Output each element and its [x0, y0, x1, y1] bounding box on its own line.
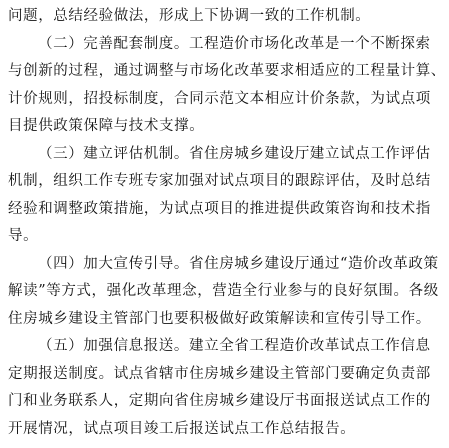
text-line: （二）完善配套制度。工程造价市场化改革是一个不断探索 — [38, 35, 431, 52]
text-line: 问题，总结经验做法，形成上下协调一致的工作机制。 — [8, 8, 371, 24]
paragraph-1 — [8, 3, 449, 31]
paragraph-3 — [8, 141, 449, 251]
paragraph-2 — [8, 31, 449, 141]
paragraph-5 — [8, 333, 449, 443]
text-line: （四）加大宣传引导。省住房城乡建设厅通过“造价改革政策 — [38, 255, 439, 272]
text-line: 门和业务联系人，定期向省住房城乡建设厅书面报送试点工作的 — [8, 393, 431, 409]
text-line: 机制，组织工作专班专家加强对试点项目的跟踪评估，及时总结 — [8, 173, 431, 189]
text-line: 解读”等方式，强化改革理念，营造全行业参与的良好氛围。各级 — [8, 283, 439, 299]
text-line: 开展情况，试点项目竣工后报送试点工作总结报告。 — [8, 420, 356, 437]
text-line: 与创新的过程，通过调整与市场化改革要求相适应的工程量计算、 — [8, 63, 446, 79]
text-line: 计价规则，招投标制度，合同示范文本相应计价条款，为试点项 — [8, 90, 431, 107]
text-line: （五）加强信息报送。建立全省工程造价改革试点工作信息 — [38, 338, 431, 354]
text-line: 导。 — [8, 228, 39, 244]
text-line: （三）建立评估机制。省住房城乡建设厅建立试点工作评估 — [38, 145, 431, 162]
text-line: 定期报送制度。试点省辖市住房城乡建设主管部门要确定负责部 — [8, 365, 431, 382]
text-line: 经验和调整政策措施，为试点项目的推进提供政策咨询和技术指 — [8, 200, 431, 217]
text-line: 住房城乡建设主管部门也要积极做好政策解读和宣传引导工作。 — [8, 310, 431, 327]
text-line: 目提供政策保障与技术支撑。 — [8, 118, 205, 134]
paragraph-4 — [8, 251, 449, 334]
